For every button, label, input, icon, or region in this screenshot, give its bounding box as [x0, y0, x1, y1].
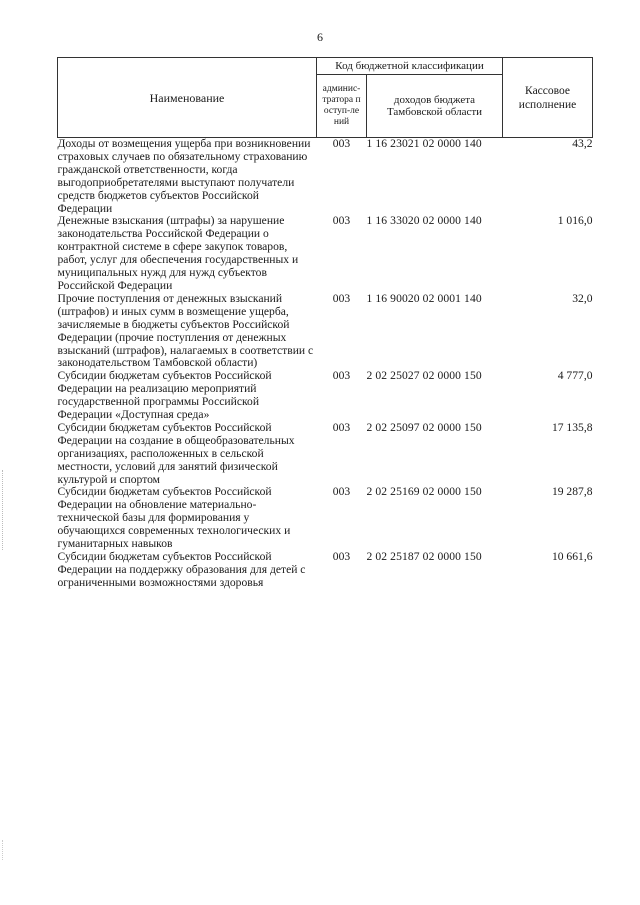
row-admin-code: 003 — [332, 550, 351, 563]
row-name: Субсидии бюджетам субъектов Российской Федерации на обновление материально-технической базы для формирования у обучающихся современных технологических и гуманитарных навыков — [57, 485, 291, 551]
header-execution-label: Кассовое исполнение — [518, 84, 577, 111]
row-admin-code: 003 — [332, 291, 351, 305]
header-admin — [317, 75, 367, 138]
row-admin-code: 003 — [332, 420, 351, 434]
budget-revenue-table — [57, 57, 593, 590]
row-income-code: 2 02 25187 02 0000 150 — [366, 550, 482, 563]
header-income-label: доходов бюджета Тамбовской области — [386, 94, 483, 118]
row-income-code: 2 02 25027 02 0000 150 — [366, 369, 482, 383]
row-income-code: 2 02 25097 02 0000 150 — [366, 420, 482, 434]
table-row — [58, 215, 593, 292]
table-row — [58, 370, 593, 422]
scan-margin-marks — [2, 470, 7, 550]
row-admin-code: 003 — [332, 137, 351, 150]
row-amount: 19 287,8 — [551, 485, 593, 499]
table-row — [58, 422, 593, 487]
row-admin-code: 003 — [332, 369, 351, 383]
table-row — [58, 138, 593, 216]
table-row — [58, 486, 593, 551]
header-execution — [503, 58, 593, 138]
row-name: Денежные взыскания (штрафы) за нарушение законодательства Российской Федерации о контрактной системе в сфере закупок товаров, работ, услуг для обеспечения государственных и муниципальных нужд для нужд субъектов Российской Федерации — [57, 214, 299, 292]
row-amount: 17 135,8 — [551, 420, 593, 434]
row-income-code: 1 16 33020 02 0000 140 — [366, 214, 482, 228]
page-number: 6 — [317, 30, 323, 44]
table-row — [58, 551, 593, 590]
row-amount: 1 016,0 — [557, 214, 593, 228]
header-admin-label: админис-тратора поступ-лений — [322, 84, 361, 127]
row-amount: 4 777,0 — [557, 369, 593, 383]
scan-margin-mark-bottom — [2, 840, 6, 860]
row-income-code: 1 16 90020 02 0001 140 — [366, 291, 482, 305]
row-amount: 43,2 — [572, 137, 593, 150]
row-amount: 10 661,6 — [551, 550, 593, 563]
header-income — [367, 75, 503, 138]
row-admin-code: 003 — [332, 214, 351, 228]
row-name: Субсидии бюджетам субъектов Российской Федерации на поддержку образования для детей с ограниченными возможностями здоровья — [57, 550, 306, 589]
row-name: Субсидии бюджетам субъектов Российской Федерации на реализацию мероприятий государственной программы Российской Федерации «Доступная среда» — [57, 369, 272, 422]
header-name: Наименование — [58, 58, 317, 138]
row-admin-code: 003 — [332, 485, 351, 499]
row-name: Прочие поступления от денежных взысканий (штрафов) и иных сумм в возмещение ущерба, зачисляемые в бюджеты субъектов Российской Федерации (прочие поступления от денежных взысканий (штрафов), налагаемых в соответствии с законодательством Тамбовской области) — [57, 291, 314, 370]
header-code-group: Код бюджетной классификации — [317, 58, 503, 75]
row-income-code: 1 16 23021 02 0000 140 — [366, 137, 482, 150]
row-name: Доходы от возмещения ущерба при возникновении страховых случаев по обязательному страхованию гражданской ответственности, когда выгодоприобретателями выступают получатели средств бюджетов субъектов Российской Федерации — [57, 137, 311, 215]
row-amount: 32,0 — [572, 291, 593, 305]
table-row — [58, 293, 593, 370]
row-income-code: 2 02 25169 02 0000 150 — [366, 485, 482, 499]
row-name: Субсидии бюджетам субъектов Российской Федерации на создание в общеобразовательных организациях, расположенных в сельской местности, условий для занятий физической культурой и спортом — [57, 420, 295, 486]
